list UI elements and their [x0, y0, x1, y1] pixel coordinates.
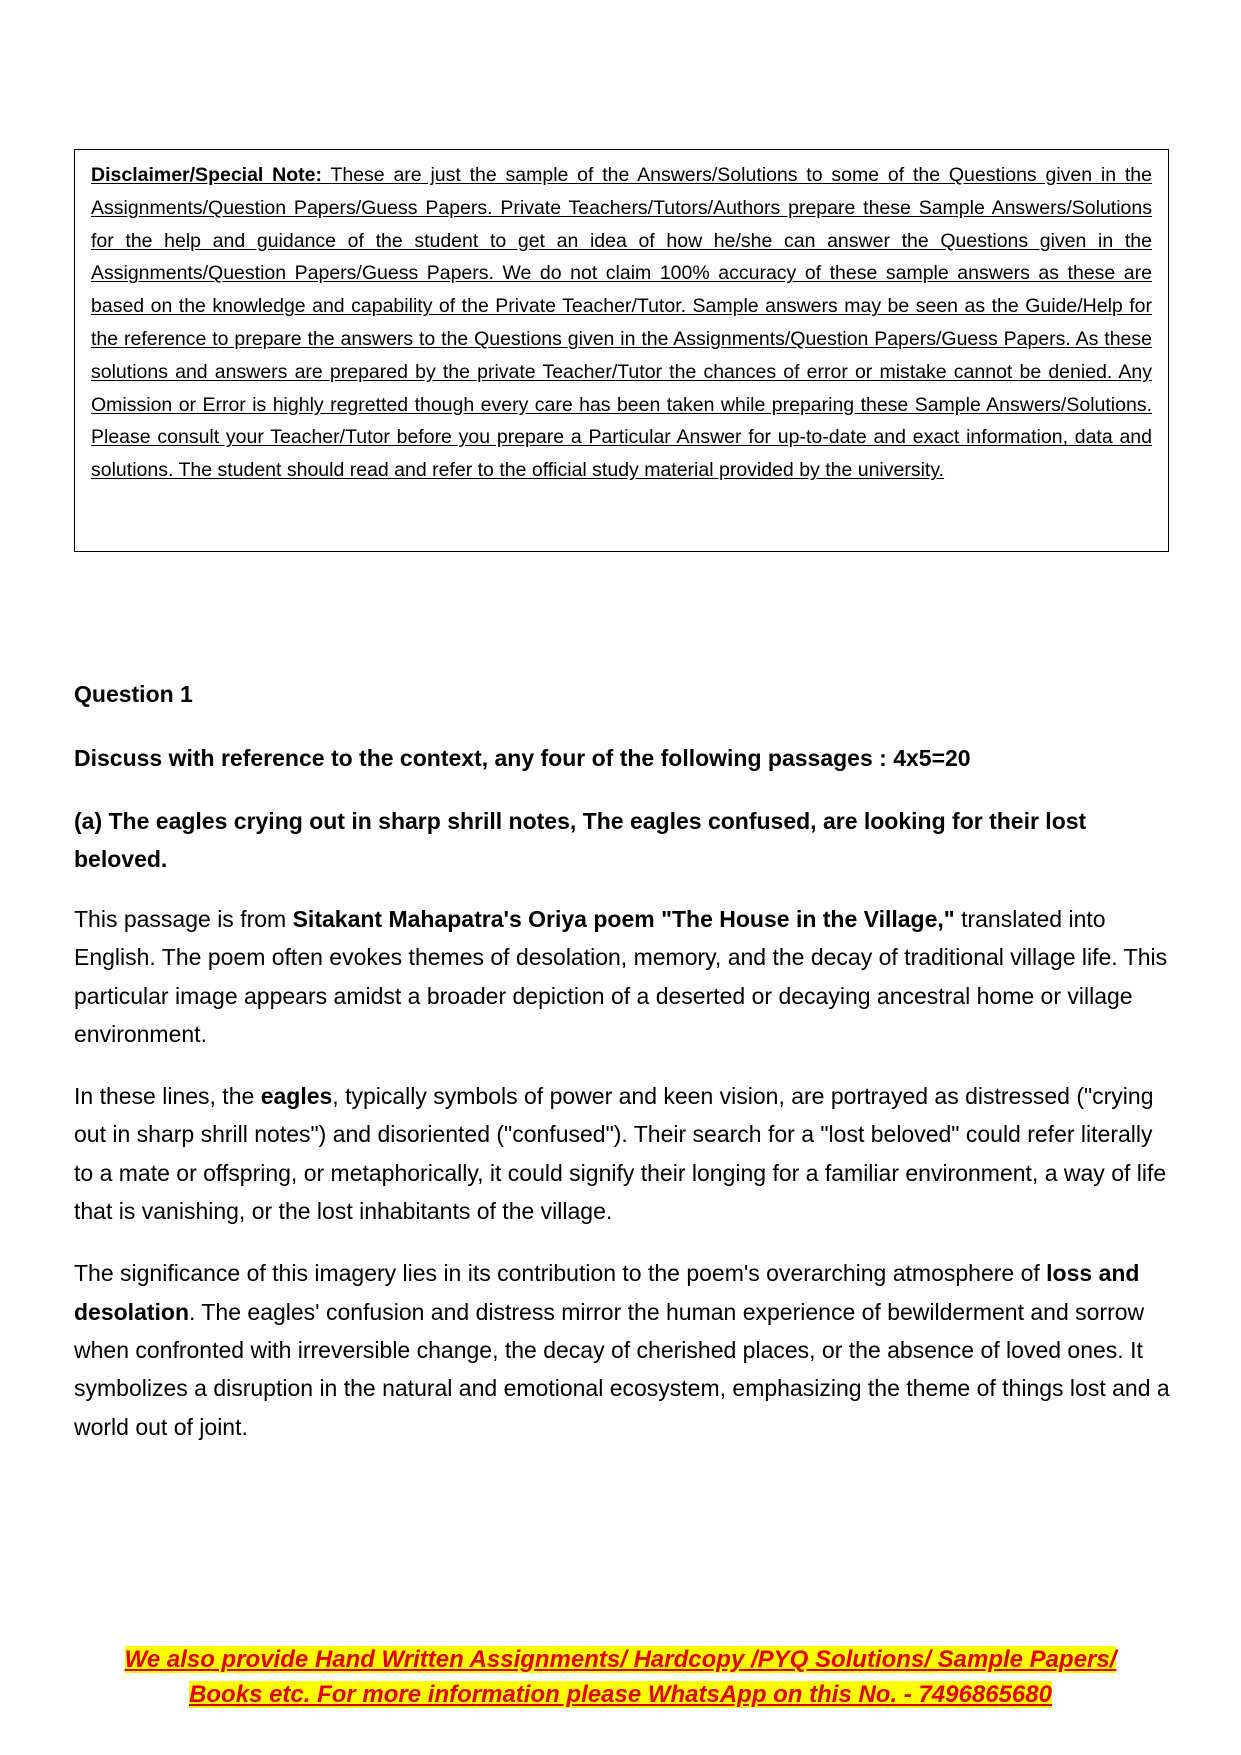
disclaimer-body: These are just the sample of the Answers/Solutions to some of the Questions given in the Assignments/Question Papers/Guess Papers. Private Teachers/Tutors/Authors prepare these Sample Answers/Solutions for the help and guidance of the student to get an idea of how he/she can answer the Questions given in the Assignments/Question Papers/Guess Papers. We do not claim 100% accuracy of these sample answers as these are based on the knowledge and capability of the Private Teacher/Tutor. Sample answers may be seen as the Guide/Help for the reference to prepare the answers to the Questions given in the Assignments/Question Papers/Guess Papers. As these solutions and answers are prepared by the private Teacher/Tutor the chances of error or mistake cannot be denied. Any Omission or Error is highly regretted though every care has been taken while preparing these Sample Answers/Solutions. Please consult your Teacher/Tutor before you prepare a Particular Answer for up-to-date and exact information, data and solutions. The student should read and refer to the official study material provided by the university.	[91, 164, 1152, 482]
disclaimer-text	[91, 159, 1152, 487]
promo-footer	[60, 1642, 1181, 1712]
answer-paragraph-3	[74, 1254, 1174, 1445]
question-instruction: Discuss with reference to the context, any four of the following passages : 4x5=20	[74, 745, 971, 771]
para3-bold: loss and desolation	[74, 1260, 1140, 1325]
para2-pre: In these lines, the	[74, 1083, 261, 1110]
passage-heading: (a) The eagles crying out in sharp shrill notes, The eagles confused, are looking for their lost beloved.	[74, 808, 1087, 872]
para1-post: translated into English. The poem often evokes themes of desolation, memory, and the decay of traditional village life. This particular image appears amidst a broader depiction of a deserted or decaying ancestral home or village environment.	[74, 906, 1168, 1047]
para2-post: , typically symbols of power and keen vision, are portrayed as distressed ("crying out in sharp shrill notes") and disoriented ("confused"). Their search for a "lost beloved" could refer literally to a mate or offspring, or metaphorically, it could signify their longing for a familiar environment, a way of life that is vanishing, or the lost inhabitants of the village.	[74, 1083, 1167, 1225]
para2-bold: eagles	[260, 1083, 333, 1110]
para1-bold: Sitakant Mahapatra's Oriya poem "The House in the Village,"	[292, 906, 955, 932]
promo-line-2: Books etc. For more information please WhatsApp on this No. - 7496865680	[189, 1681, 1052, 1708]
promo-line-1: We also provide Hand Written Assignments/ Hardcopy /PYQ Solutions/ Sample Papers/	[124, 1646, 1117, 1673]
disclaimer-label: Disclaimer/Special Note:	[91, 164, 322, 186]
question-title: Question 1	[74, 681, 193, 707]
disclaimer-box	[74, 149, 1169, 552]
answer-content	[74, 676, 1174, 1470]
answer-paragraph-1	[74, 900, 1174, 1053]
para1-pre: This passage is from	[74, 906, 293, 932]
answer-paragraph-2	[74, 1077, 1174, 1230]
para3-pre: The significance of this imagery lies in its contribution to the poem's overarching atmosphere of	[74, 1260, 1047, 1287]
para3-post: . The eagles' confusion and distress mirror the human experience of bewilderment and sorrow when confronted with irreversible change, the decay of cherished places, or the absence of loved ones. It symbolizes a disruption in the natural and emotional ecosystem, emphasizing the theme of things lost and a world out of joint.	[74, 1298, 1170, 1440]
